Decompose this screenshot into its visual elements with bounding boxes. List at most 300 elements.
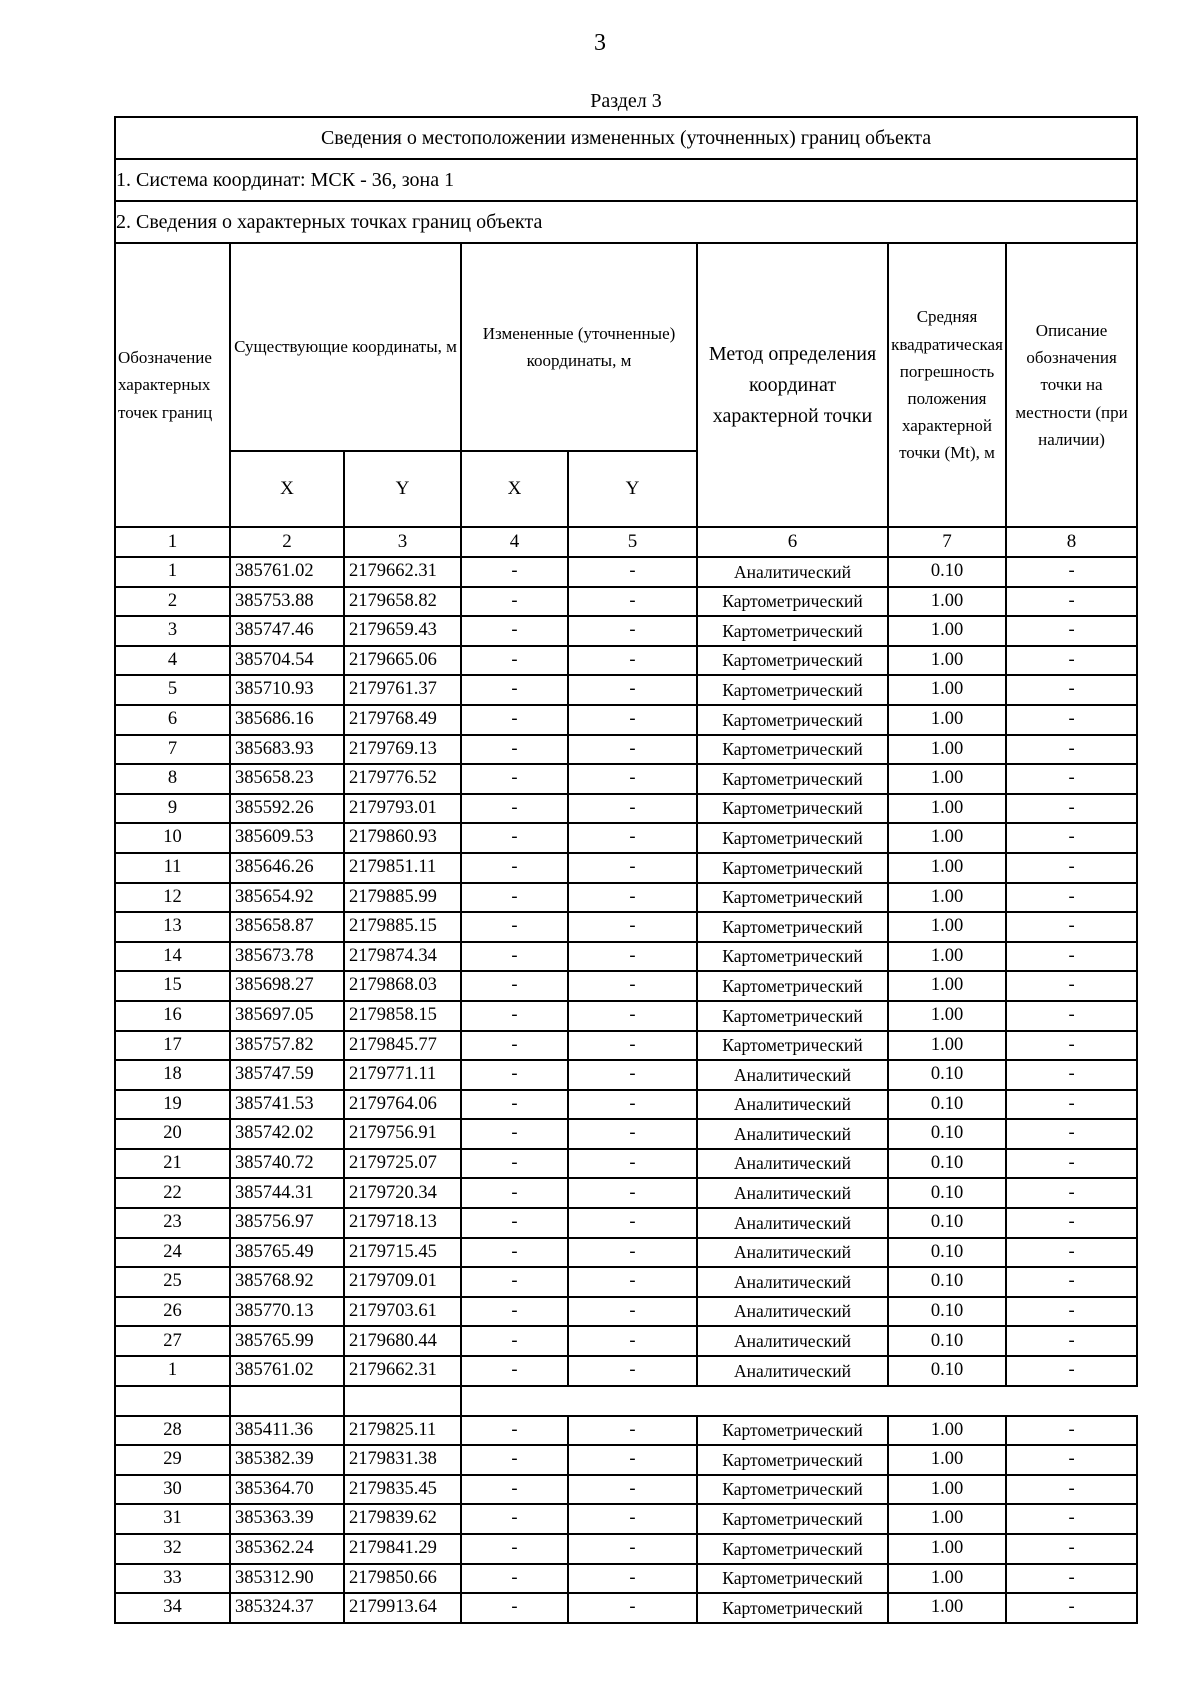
existing-y: 2179793.01 — [344, 794, 461, 824]
column-number: 7 — [888, 527, 1006, 557]
existing-x: 385742.02 — [230, 1119, 344, 1149]
header-point-designation: Обозначение характерных точек границ — [115, 243, 230, 527]
mean-square-error: 1.00 — [888, 675, 1006, 705]
point-number: 7 — [115, 735, 230, 765]
table-row — [115, 557, 1137, 587]
existing-y: 2179771.11 — [344, 1060, 461, 1090]
method: Картометрический — [697, 1534, 888, 1564]
mean-square-error: 0.10 — [888, 1238, 1006, 1268]
mean-square-error: 1.00 — [888, 794, 1006, 824]
changed-x: - — [461, 1208, 568, 1238]
method: Аналитический — [697, 1178, 888, 1208]
existing-y: 2179874.34 — [344, 942, 461, 972]
column-number: 1 — [115, 527, 230, 557]
table-row — [115, 705, 1137, 735]
mean-square-error: 0.10 — [888, 1060, 1006, 1090]
point-number: 14 — [115, 942, 230, 972]
point-number: 19 — [115, 1090, 230, 1120]
changed-x: - — [461, 912, 568, 942]
changed-y: - — [568, 557, 697, 587]
boundary-points-table — [114, 116, 1138, 1624]
existing-x: 385765.99 — [230, 1326, 344, 1356]
existing-x: 385770.13 — [230, 1297, 344, 1327]
table-row — [115, 675, 1137, 705]
table-row — [115, 1001, 1137, 1031]
existing-y: 2179761.37 — [344, 675, 461, 705]
section-title: Раздел 3 — [590, 90, 662, 112]
existing-x: 385761.02 — [230, 557, 344, 587]
empty-cell — [344, 1386, 461, 1416]
table-row — [115, 1356, 1137, 1386]
table-row — [115, 853, 1137, 883]
column-numbers-row — [115, 527, 1137, 557]
changed-y: - — [568, 883, 697, 913]
point-description: - — [1006, 1534, 1137, 1564]
point-number: 4 — [115, 646, 230, 676]
changed-x: - — [461, 1297, 568, 1327]
changed-x: - — [461, 1593, 568, 1623]
method: Аналитический — [697, 1149, 888, 1179]
existing-x: 385646.26 — [230, 853, 344, 883]
mean-square-error: 1.00 — [888, 1564, 1006, 1594]
method: Картометрический — [697, 587, 888, 617]
existing-x: 385592.26 — [230, 794, 344, 824]
point-number: 23 — [115, 1208, 230, 1238]
point-number: 15 — [115, 971, 230, 1001]
changed-y: - — [568, 1416, 697, 1446]
table-row — [115, 735, 1137, 765]
changed-y: - — [568, 1090, 697, 1120]
changed-x: - — [461, 1326, 568, 1356]
table-row — [115, 587, 1137, 617]
changed-y: - — [568, 1534, 697, 1564]
changed-x: - — [461, 883, 568, 913]
changed-y: - — [568, 1119, 697, 1149]
point-number: 27 — [115, 1326, 230, 1356]
existing-y: 2179845.77 — [344, 1031, 461, 1061]
existing-x: 385765.49 — [230, 1238, 344, 1268]
changed-x: - — [461, 1149, 568, 1179]
existing-y: 2179662.31 — [344, 1356, 461, 1386]
existing-y: 2179858.15 — [344, 1001, 461, 1031]
method: Картометрический — [697, 883, 888, 913]
mean-square-error: 1.00 — [888, 883, 1006, 913]
point-number: 18 — [115, 1060, 230, 1090]
table-row — [115, 1297, 1137, 1327]
mean-square-error: 1.00 — [888, 1475, 1006, 1505]
existing-x: 385740.72 — [230, 1149, 344, 1179]
table-row — [115, 1238, 1137, 1268]
existing-y: 2179659.43 — [344, 616, 461, 646]
point-number: 24 — [115, 1238, 230, 1268]
changed-x: - — [461, 794, 568, 824]
changed-x: - — [461, 1445, 568, 1475]
table-row — [115, 1178, 1137, 1208]
changed-x: - — [461, 616, 568, 646]
mean-square-error: 0.10 — [888, 557, 1006, 587]
changed-x: - — [461, 942, 568, 972]
changed-x: - — [461, 1534, 568, 1564]
changed-y: - — [568, 735, 697, 765]
changed-y: - — [568, 705, 697, 735]
point-description: - — [1006, 764, 1137, 794]
mean-square-error: 0.10 — [888, 1356, 1006, 1386]
existing-y: 2179665.06 — [344, 646, 461, 676]
method: Картометрический — [697, 1001, 888, 1031]
existing-x: 385364.70 — [230, 1475, 344, 1505]
changed-y: - — [568, 675, 697, 705]
existing-y: 2179885.15 — [344, 912, 461, 942]
point-number: 33 — [115, 1564, 230, 1594]
point-number: 32 — [115, 1534, 230, 1564]
table-row — [115, 1149, 1137, 1179]
existing-x: 385747.59 — [230, 1060, 344, 1090]
table-row — [115, 646, 1137, 676]
mean-square-error: 0.10 — [888, 1149, 1006, 1179]
header-existing-coords: Существующие координаты, м — [230, 243, 461, 451]
method: Картометрический — [697, 764, 888, 794]
point-number: 13 — [115, 912, 230, 942]
mean-square-error: 1.00 — [888, 1445, 1006, 1475]
changed-y: - — [568, 1208, 697, 1238]
changed-x: - — [461, 1238, 568, 1268]
existing-x: 385658.87 — [230, 912, 344, 942]
method: Картометрический — [697, 1564, 888, 1594]
changed-y: - — [568, 1149, 697, 1179]
method: Картометрический — [697, 1031, 888, 1061]
empty-cell — [461, 1386, 1137, 1416]
method: Картометрический — [697, 1504, 888, 1534]
mean-square-error: 1.00 — [888, 616, 1006, 646]
point-description: - — [1006, 1238, 1137, 1268]
existing-y: 2179715.45 — [344, 1238, 461, 1268]
table-row — [115, 1564, 1137, 1594]
changed-y: - — [568, 764, 697, 794]
changed-x: - — [461, 557, 568, 587]
method: Аналитический — [697, 1208, 888, 1238]
existing-x: 385382.39 — [230, 1445, 344, 1475]
table-row — [115, 794, 1137, 824]
point-number: 12 — [115, 883, 230, 913]
point-number: 20 — [115, 1119, 230, 1149]
table-row — [115, 912, 1137, 942]
changed-y: - — [568, 1504, 697, 1534]
points-info-heading: 2. Сведения о характерных точках границ объекта — [115, 201, 1137, 243]
table-title: Сведения о местоположении измененных (уточненных) границ объекта — [115, 117, 1137, 159]
existing-y: 2179756.91 — [344, 1119, 461, 1149]
existing-y: 2179835.45 — [344, 1475, 461, 1505]
method: Картометрический — [697, 675, 888, 705]
existing-x: 385698.27 — [230, 971, 344, 1001]
point-description: - — [1006, 705, 1137, 735]
mean-square-error: 0.10 — [888, 1178, 1006, 1208]
mean-square-error: 1.00 — [888, 735, 1006, 765]
table-row — [115, 942, 1137, 972]
point-description: - — [1006, 1445, 1137, 1475]
existing-x: 385363.39 — [230, 1504, 344, 1534]
method: Картометрический — [697, 1445, 888, 1475]
point-description: - — [1006, 1090, 1137, 1120]
method: Картометрический — [697, 705, 888, 735]
table-row — [115, 1060, 1137, 1090]
changed-x: - — [461, 1001, 568, 1031]
mean-square-error: 1.00 — [888, 705, 1006, 735]
point-number: 5 — [115, 675, 230, 705]
existing-x: 385658.23 — [230, 764, 344, 794]
point-description: - — [1006, 646, 1137, 676]
changed-y: - — [568, 1445, 697, 1475]
changed-y: - — [568, 1001, 697, 1031]
point-number: 11 — [115, 853, 230, 883]
existing-y: 2179680.44 — [344, 1326, 461, 1356]
existing-x: 385362.24 — [230, 1534, 344, 1564]
header-changed-coords: Измененные (уточненные) координаты, м — [461, 243, 697, 451]
mean-square-error: 0.10 — [888, 1090, 1006, 1120]
point-number: 34 — [115, 1593, 230, 1623]
point-number: 26 — [115, 1297, 230, 1327]
existing-x: 385654.92 — [230, 883, 344, 913]
changed-x: - — [461, 735, 568, 765]
existing-x: 385609.53 — [230, 823, 344, 853]
existing-y: 2179850.66 — [344, 1564, 461, 1594]
page-number: 3 — [594, 30, 606, 56]
changed-y: - — [568, 1060, 697, 1090]
changed-y: - — [568, 616, 697, 646]
changed-x: - — [461, 853, 568, 883]
table-row — [115, 1119, 1137, 1149]
existing-y: 2179725.07 — [344, 1149, 461, 1179]
point-number: 22 — [115, 1178, 230, 1208]
mean-square-error: 1.00 — [888, 1504, 1006, 1534]
existing-y: 2179831.38 — [344, 1445, 461, 1475]
point-description: - — [1006, 557, 1137, 587]
empty-cell — [230, 1386, 344, 1416]
table-row — [115, 883, 1137, 913]
table-row — [115, 971, 1137, 1001]
changed-y: - — [568, 1178, 697, 1208]
existing-x: 385324.37 — [230, 1593, 344, 1623]
method: Аналитический — [697, 1297, 888, 1327]
table-row — [115, 1593, 1137, 1623]
table-row — [115, 616, 1137, 646]
mean-square-error: 1.00 — [888, 1001, 1006, 1031]
mean-square-error: 0.10 — [888, 1267, 1006, 1297]
changed-y: - — [568, 853, 697, 883]
changed-x: - — [461, 1178, 568, 1208]
table-row — [115, 1267, 1137, 1297]
mean-square-error: 1.00 — [888, 1031, 1006, 1061]
method: Картометрический — [697, 735, 888, 765]
point-number: 6 — [115, 705, 230, 735]
existing-y: 2179769.13 — [344, 735, 461, 765]
point-description: - — [1006, 1267, 1137, 1297]
existing-x: 385753.88 — [230, 587, 344, 617]
table-row — [115, 1208, 1137, 1238]
point-number: 28 — [115, 1416, 230, 1446]
point-number: 30 — [115, 1475, 230, 1505]
method: Картометрический — [697, 794, 888, 824]
existing-y: 2179913.64 — [344, 1593, 461, 1623]
method: Картометрический — [697, 853, 888, 883]
point-description: - — [1006, 1326, 1137, 1356]
point-description: - — [1006, 1416, 1137, 1446]
point-number: 10 — [115, 823, 230, 853]
changed-x: - — [461, 1416, 568, 1446]
method: Аналитический — [697, 1326, 888, 1356]
changed-y: - — [568, 942, 697, 972]
header-changed-y: Y — [568, 451, 697, 527]
changed-x: - — [461, 646, 568, 676]
table-row — [115, 1534, 1137, 1564]
point-description: - — [1006, 912, 1137, 942]
changed-y: - — [568, 1356, 697, 1386]
existing-y: 2179703.61 — [344, 1297, 461, 1327]
changed-x: - — [461, 1031, 568, 1061]
mean-square-error: 1.00 — [888, 1593, 1006, 1623]
method: Картометрический — [697, 1593, 888, 1623]
changed-x: - — [461, 1475, 568, 1505]
mean-square-error: 1.00 — [888, 646, 1006, 676]
existing-y: 2179776.52 — [344, 764, 461, 794]
point-description: - — [1006, 1356, 1137, 1386]
existing-y: 2179720.34 — [344, 1178, 461, 1208]
method: Картометрический — [697, 823, 888, 853]
method: Картометрический — [697, 971, 888, 1001]
changed-x: - — [461, 1564, 568, 1594]
method: Картометрический — [697, 942, 888, 972]
method: Аналитический — [697, 1119, 888, 1149]
mean-square-error: 1.00 — [888, 823, 1006, 853]
changed-y: - — [568, 646, 697, 676]
column-number: 5 — [568, 527, 697, 557]
point-description: - — [1006, 616, 1137, 646]
method: Картометрический — [697, 912, 888, 942]
existing-y: 2179851.11 — [344, 853, 461, 883]
method: Картометрический — [697, 616, 888, 646]
existing-x: 385756.97 — [230, 1208, 344, 1238]
point-number: 21 — [115, 1149, 230, 1179]
changed-y: - — [568, 1326, 697, 1356]
table-row — [115, 1445, 1137, 1475]
changed-y: - — [568, 1593, 697, 1623]
existing-y: 2179764.06 — [344, 1090, 461, 1120]
mean-square-error: 1.00 — [888, 587, 1006, 617]
table-row — [115, 1475, 1137, 1505]
table-row — [115, 1416, 1137, 1446]
changed-y: - — [568, 823, 697, 853]
changed-x: - — [461, 1356, 568, 1386]
point-description: - — [1006, 1504, 1137, 1534]
existing-x: 385411.36 — [230, 1416, 344, 1446]
existing-y: 2179709.01 — [344, 1267, 461, 1297]
existing-y: 2179841.29 — [344, 1534, 461, 1564]
existing-x: 385704.54 — [230, 646, 344, 676]
point-description: - — [1006, 971, 1137, 1001]
header-point-description: Описание обозначения точки на местности (при наличии) — [1006, 243, 1137, 527]
existing-y: 2179839.62 — [344, 1504, 461, 1534]
point-number: 8 — [115, 764, 230, 794]
method: Аналитический — [697, 1090, 888, 1120]
existing-x: 385683.93 — [230, 735, 344, 765]
column-number: 3 — [344, 527, 461, 557]
existing-y: 2179768.49 — [344, 705, 461, 735]
coordinate-system: 1. Система координат: МСК - 36, зона 1 — [115, 159, 1137, 201]
table-row — [115, 1090, 1137, 1120]
point-description: - — [1006, 1208, 1137, 1238]
point-description: - — [1006, 735, 1137, 765]
existing-x: 385744.31 — [230, 1178, 344, 1208]
point-number: 3 — [115, 616, 230, 646]
point-number: 2 — [115, 587, 230, 617]
point-number: 31 — [115, 1504, 230, 1534]
column-number: 2 — [230, 527, 344, 557]
table-row — [115, 1504, 1137, 1534]
point-number: 25 — [115, 1267, 230, 1297]
point-number: 1 — [115, 1356, 230, 1386]
existing-y: 2179662.31 — [344, 557, 461, 587]
changed-x: - — [461, 675, 568, 705]
point-description: - — [1006, 942, 1137, 972]
changed-x: - — [461, 1060, 568, 1090]
method: Аналитический — [697, 1267, 888, 1297]
existing-x: 385710.93 — [230, 675, 344, 705]
method: Аналитический — [697, 1356, 888, 1386]
point-description: - — [1006, 1297, 1137, 1327]
changed-y: - — [568, 587, 697, 617]
existing-y: 2179868.03 — [344, 971, 461, 1001]
mean-square-error: 0.10 — [888, 1326, 1006, 1356]
mean-square-error: 1.00 — [888, 853, 1006, 883]
point-number: 1 — [115, 557, 230, 587]
changed-x: - — [461, 764, 568, 794]
header-existing-x: X — [230, 451, 344, 527]
empty-cell — [115, 1386, 230, 1416]
point-description: - — [1006, 1119, 1137, 1149]
mean-square-error: 1.00 — [888, 1416, 1006, 1446]
method: Аналитический — [697, 1060, 888, 1090]
changed-y: - — [568, 971, 697, 1001]
existing-x: 385757.82 — [230, 1031, 344, 1061]
method: Картометрический — [697, 1475, 888, 1505]
group-separator-row — [115, 1386, 1137, 1416]
point-description: - — [1006, 853, 1137, 883]
table-row — [115, 764, 1137, 794]
point-description: - — [1006, 823, 1137, 853]
column-number: 6 — [697, 527, 888, 557]
point-description: - — [1006, 587, 1137, 617]
mean-square-error: 1.00 — [888, 1534, 1006, 1564]
method: Картометрический — [697, 646, 888, 676]
point-description: - — [1006, 1475, 1137, 1505]
changed-x: - — [461, 1090, 568, 1120]
existing-x: 385741.53 — [230, 1090, 344, 1120]
point-description: - — [1006, 1593, 1137, 1623]
changed-x: - — [461, 1119, 568, 1149]
header-mean-square-error: Средняя квадратическая погрешность положения характерной точки (Mt), м — [888, 243, 1006, 527]
existing-x: 385768.92 — [230, 1267, 344, 1297]
existing-y: 2179825.11 — [344, 1416, 461, 1446]
mean-square-error: 1.00 — [888, 942, 1006, 972]
changed-x: - — [461, 823, 568, 853]
existing-x: 385686.16 — [230, 705, 344, 735]
mean-square-error: 1.00 — [888, 764, 1006, 794]
mean-square-error: 0.10 — [888, 1297, 1006, 1327]
mean-square-error: 0.10 — [888, 1119, 1006, 1149]
existing-x: 385673.78 — [230, 942, 344, 972]
header-existing-y: Y — [344, 451, 461, 527]
existing-x: 385312.90 — [230, 1564, 344, 1594]
existing-y: 2179885.99 — [344, 883, 461, 913]
